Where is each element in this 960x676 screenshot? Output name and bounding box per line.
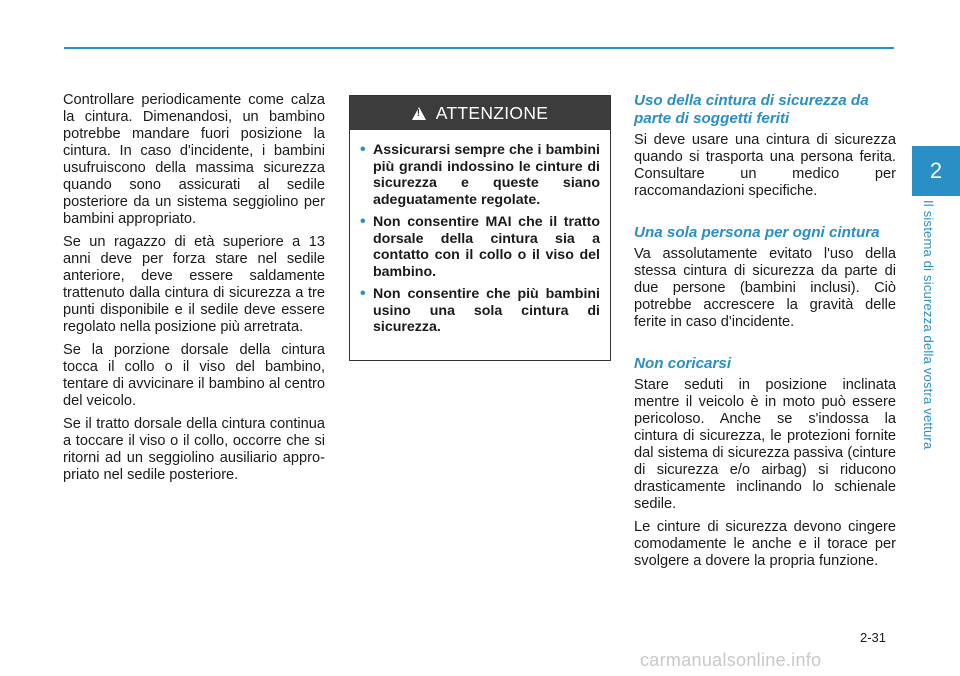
warning-item: • Assicurarsi sempre che i bambini più grandi indossino le cinture di sicurezza e queste siano adeguatamente regolate. — [360, 142, 600, 208]
paragraph: Se il tratto dorsale della cintura continua a toccare il viso o il collo, occorre che si ritorni ad un seggiolino ausiliario appro-priato nel sedile posteriore. — [63, 416, 325, 483]
warning-header — [350, 96, 610, 130]
warning-triangle-icon — [412, 107, 426, 120]
section-heading: Una sola persona per ogni cintura — [634, 224, 880, 241]
chapter-side-title — [921, 200, 951, 500]
section-heading: Non coricarsi — [634, 355, 732, 372]
warning-item: • Non consentire che più bambini usino una sola cintura di sicurezza. — [360, 286, 600, 336]
section-spacer — [634, 206, 896, 224]
paragraph: Si deve usare una cintura di sicurezza quando si trasporta una persona ferita. Consultare un medico per raccomandazioni specifiche. — [634, 132, 896, 199]
watermark: carmanualsonline.info — [640, 650, 822, 670]
warning-box — [349, 95, 611, 361]
chapter-tab[interactable] — [912, 146, 960, 196]
left-column — [63, 92, 325, 490]
warning-title: ATTENZIONE — [435, 102, 549, 123]
section-heading: Uso della cintura di sicurezza da parte di soggetti feriti — [634, 92, 869, 127]
paragraph: Va assolutamente evitato l'uso della stessa cintura di sicurezza da parte di due persone (bambini inclusi). Ciò potrebbe accrescere la gravità delle ferite in caso d'incidente. — [634, 246, 896, 330]
section-spacer — [634, 337, 896, 355]
paragraph: Se un ragazzo di età superiore a 13 anni deve per forza stare nel sedile anteriore, deve essere saldamente trattenuto dalla cintura di sicurezza a tre punti disponibile e il sedile deve essere regolato nella posizione più arretrata. — [63, 234, 325, 335]
warning-item: • Non consentire MAI che il tratto dorsale della cintura sia a contatto con il collo o il viso del bambino. — [360, 214, 600, 280]
chapter-number: 2 — [929, 158, 943, 183]
paragraph: Le cinture di sicurezza devono cingere comodamente le anche e il torace per svolgere a dovere la propria funzione. — [634, 519, 896, 569]
paragraph: Controllare periodicamente come calza la cintura. Dimenandosi, un bambino potrebbe mandare fuori posizione la cintura. In caso d'incidente, i bambini usufruiscono della massima sicurezza quando sono assicurati al sedile posteriore da un sistema seggiolino per bambini appropriato. — [63, 92, 325, 227]
header-rule — [64, 47, 894, 49]
page-number: 2-31 — [860, 630, 887, 645]
paragraph: Se la porzione dorsale della cintura tocca il collo o il viso del bambino, tentare di avvicinare il bambino al centro del veicolo. — [63, 342, 325, 409]
right-column — [634, 92, 896, 576]
warning-list — [350, 130, 610, 336]
paragraph: Stare seduti in posizione inclinata mentre il veicolo è in moto può essere pericoloso. Anche se s'indossa la cintura di sicurezza, le protezioni fornite dal sistema di sicurezza passiva (cinture di sicurezza e/o airbag) si riducono drasticamente inclinando lo schienale sedile. — [634, 377, 896, 512]
chapter-title: Il sistema di sicurezza della vostra vettura — [921, 200, 936, 450]
